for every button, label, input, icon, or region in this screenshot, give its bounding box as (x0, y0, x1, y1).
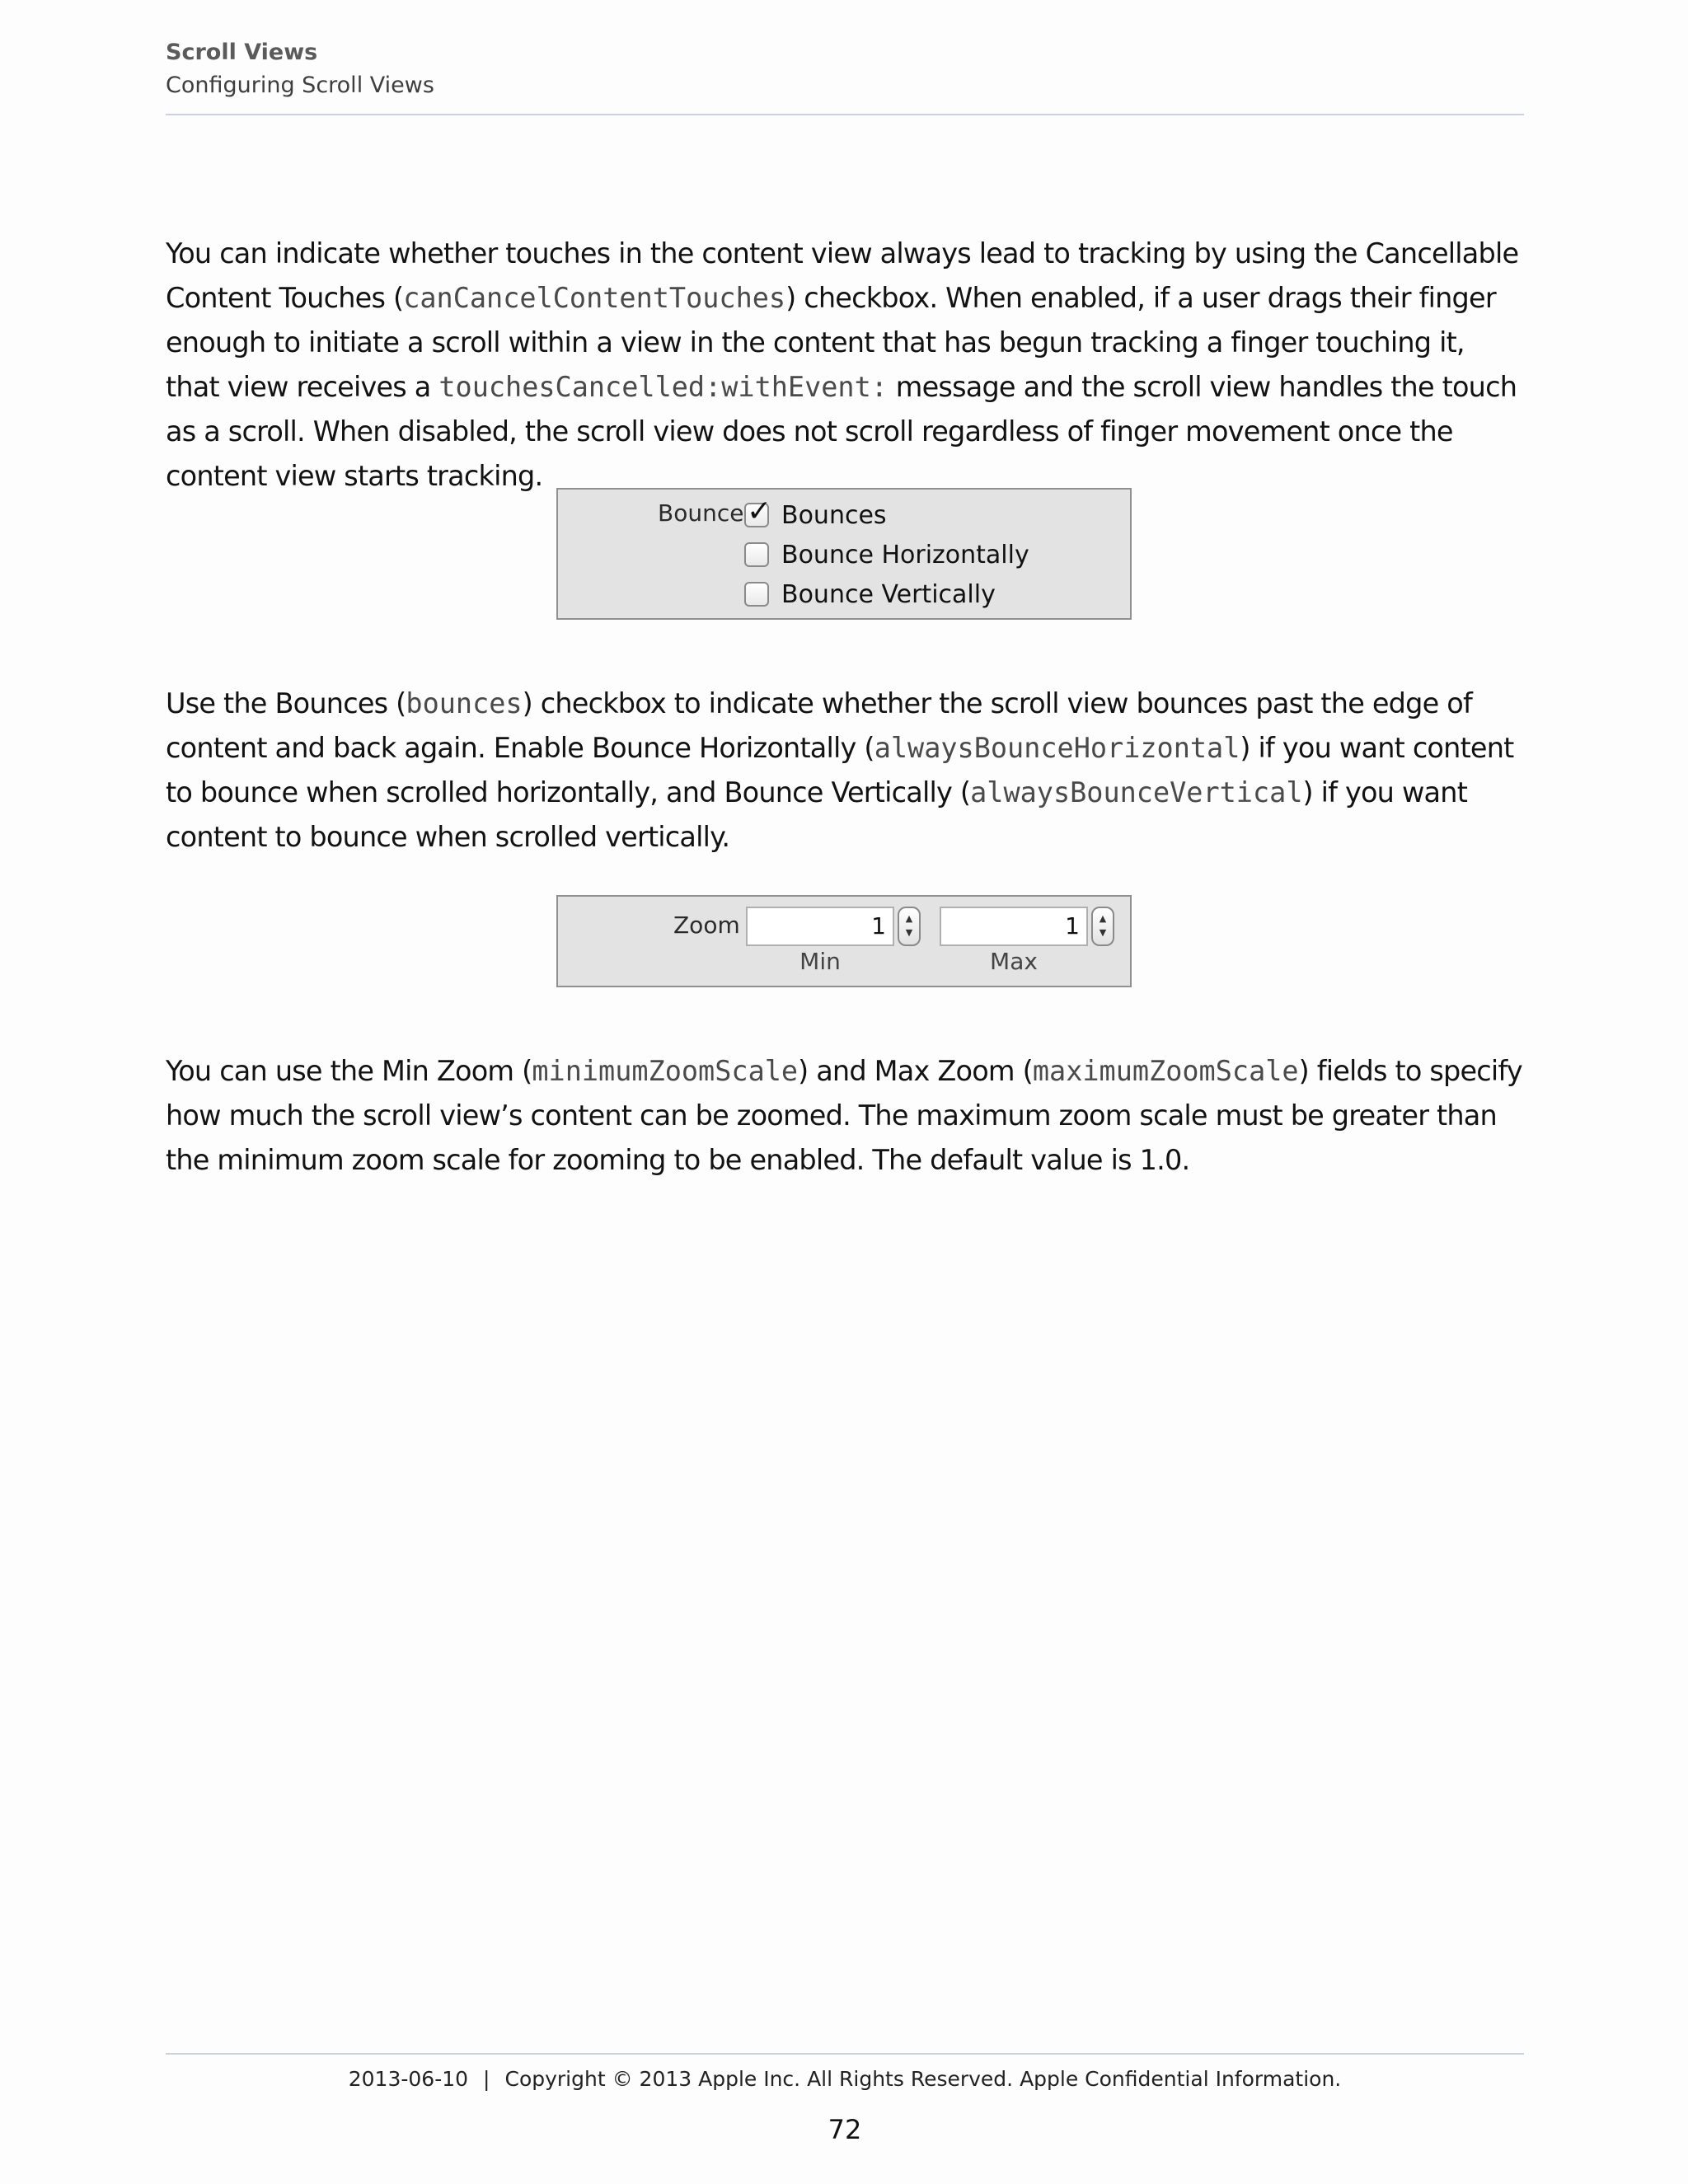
bounce-label: Bounce (658, 499, 744, 527)
code-maximum-zoom-scale: maximumZoomScale (1032, 1055, 1299, 1087)
zoom-label: Zoom (673, 912, 740, 939)
text-run: message and the scroll view handles the touch as a scroll. When disabled, the scroll view does not scroll regardless of finger movement once the content view starts tracking. (166, 371, 1517, 492)
text-run: You can indicate whether touches in the content view always lead to tracking by using the Cancellable Content Touches ( (166, 237, 1519, 314)
stepper-up-icon[interactable]: ▲ (1099, 913, 1107, 924)
code-always-bounce-horizontal: alwaysBounceHorizontal (874, 732, 1240, 764)
text-run: ) checkbox to indicate whether the scroll view bounces past the edge of content and back again. Enable Bounce Horizontally ( (166, 687, 1472, 764)
bounce-horizontally-checkbox-row[interactable] (744, 539, 1090, 572)
stepper-up-icon[interactable]: ▲ (905, 913, 913, 924)
code-always-bounce-vertical: alwaysBounceVertical (970, 776, 1303, 808)
text-run: ) checkbox. When enabled, if a user drags their finger enough to initiate a scroll within a view in the content that has begun tracking a finger touching it, that view receives a (166, 282, 1496, 403)
max-zoom-caption: Max (990, 948, 1038, 975)
max-zoom-stepper[interactable] (1091, 907, 1114, 946)
footer-divider (166, 2053, 1524, 2055)
stepper-down-icon[interactable]: ▼ (1099, 927, 1107, 938)
section-title: Configuring Scroll Views (166, 73, 434, 98)
min-zoom-caption: Min (799, 948, 841, 975)
bounce-horizontally-checkbox[interactable] (744, 542, 769, 567)
text-run: ) and Max Zoom ( (798, 1055, 1033, 1087)
bounce-vertically-checkbox-row[interactable] (744, 579, 1090, 612)
code-touches-cancelled: touchesCancelled:withEvent: (438, 371, 888, 403)
code-minimum-zoom-scale: minimumZoomScale (532, 1055, 799, 1087)
footer-separator: | (483, 2067, 490, 2091)
max-zoom-field[interactable]: 1 (940, 907, 1088, 946)
text-run: ) fields to specify how much the scroll view’s content can be zoomed. The maximum zoom scale must be greater than the minimum zoom scale for zooming to be enabled. The default value is 1.0. (166, 1055, 1522, 1176)
bounce-vertically-checkbox[interactable] (744, 582, 769, 607)
bounces-checkbox-row[interactable] (744, 494, 1090, 532)
bounces-checkbox-label: Bounces (781, 501, 887, 530)
text-run: You can use the Min Zoom ( (166, 1055, 532, 1087)
checkmark-icon: ✓ (747, 494, 772, 528)
page-number: 72 (828, 2114, 862, 2145)
text-run: ) if you want content to bounce when scrolled horizontally, and Bounce Vertically ( (166, 732, 1514, 808)
code-bounces: bounces (406, 687, 523, 719)
paragraph-cancellable-content-touches (166, 232, 1524, 499)
bounces-checkbox[interactable] (744, 494, 772, 528)
code-cancel-content-touches: canCancelContentTouches (403, 282, 786, 314)
footer-line (166, 2067, 1524, 2091)
bounce-horizontally-label: Bounce Horizontally (781, 541, 1029, 569)
bounce-vertically-label: Bounce Vertically (781, 580, 996, 609)
bounce-settings-panel (556, 488, 1132, 620)
text-run: ) if you want content to bounce when scrolled vertically. (166, 776, 1468, 853)
footer-copyright: Copyright © 2013 Apple Inc. All Rights Reserved. Apple Confidential Information. (504, 2067, 1342, 2091)
paragraph-zoom-scale (166, 1049, 1524, 1183)
zoom-settings-panel (556, 895, 1132, 987)
text-run: Use the Bounces ( (166, 687, 406, 719)
min-zoom-field[interactable]: 1 (746, 907, 894, 946)
header-divider (166, 114, 1524, 115)
paragraph-bounces (166, 682, 1524, 860)
chapter-title: Scroll Views (166, 40, 318, 65)
min-zoom-stepper[interactable] (898, 907, 921, 946)
running-header (166, 36, 1524, 102)
stepper-down-icon[interactable]: ▼ (905, 927, 913, 938)
footer-date: 2013-06-10 (348, 2067, 469, 2091)
